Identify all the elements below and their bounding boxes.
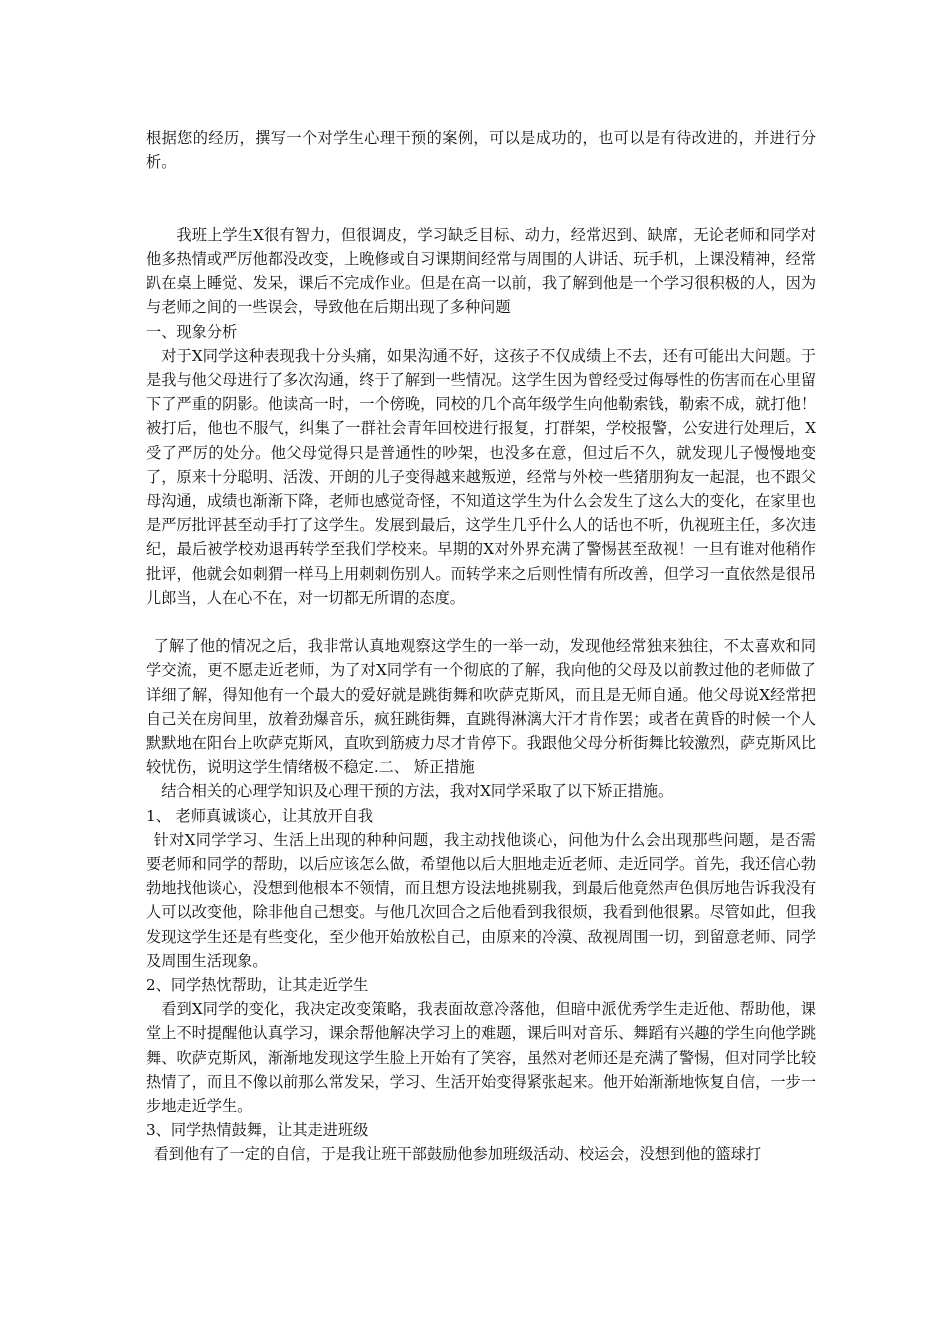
- measures-intro-paragraph: 结合相关的心理学知识及心理干预的方法，我对X同学采取了以下矫正措施。: [161, 782, 674, 801]
- measure-1-body: 针对X同学学习、生活上出现的种种问题，我主动找他谈心，问他为什么会出现那些问题，是否需要老师和同学的帮助，以后应该怎么做，希望他以后大胆地走近老师、走近同学。首先，我还信心勃勃地找他谈心，没想到他根本不领情，而且想方设法地挑剔我，到最后他竟然声色俱厉地告诉我没有人可以改变他，除非他自己想变。与他几次回合之后他看到我很烦，我看到他很累。尽管如此，但我发现这学生还是有些变化，至少他开始放松自己，由原来的冷漠、敌视周围一切，到留意老师、同学及周围生活现象。: [146, 830, 816, 970]
- measure-3-body: 看到他有了一定的自信，于是我让班干部鼓励他参加班级活动、校运会，没想到他的篮球打: [153, 1145, 762, 1164]
- document-body: [146, 126, 816, 1167]
- assignment-prompt: 根据您的经历，撰写一个对学生心理干预的案例，可以是成功的，也可以是有待改进的，并进行分析。: [146, 129, 816, 172]
- intro-paragraph: 我班上学生X很有智力，但很调皮，学习缺乏目标、动力，经常迟到、缺席，无论老师和同学对他多热情或严厉他都没改变，上晚修或自习课期间经常与周围的人讲话、玩手机，上课没精神，经常趴在桌上睡觉、发呆，课后不完成作业。但是在高一以前，我了解到他是一个学习很积极的人，因为与老师之间的一些误会，导致他在后期出现了多种问题: [146, 225, 816, 317]
- analysis-paragraph-1: 对于X同学这种表现我十分头痛，如果沟通不好，这孩子不仅成绩上不去，还有可能出大问题。于是我与他父母进行了多次沟通，终于了解到一些情况。这学生因为曾经受过侮辱性的伤害而在心里留下了严重的阴影。他读高一时，一个傍晚，同校的几个高年级学生向他勒索钱，勒索不成，就打他！被打后，他也不服气，纠集了一群社会青年回校进行报复，打群架，学校报警，公安进行处理后，X受了严厉的处分。他父母觉得只是普通性的吵架，也没多在意，但过后不久，就发现儿子慢慢地变了，原来十分聪明、活泼、开朗的儿子变得越来越叛逆，经常与外校一些猪朋狗友一起混，也不跟父母沟通，成绩也渐渐下降，老师也感觉奇怪，不知道这学生为什么会发生了这么大的变化，在家里也是严厉批评甚至动手打了这学生。发展到最后，这学生几乎什么人的话也不听，仇视班主任，多次违纪，最后被学校劝退再转学至我们学校来。早期的X对外界充满了警惕甚至敌视！一旦有谁对他稍作批评，他就会如刺猬一样马上用刺刺伤别人。而转学来之后则性情有所改善，但学习一直依然是很吊儿郎当，人在心不在，对一切都无所谓的态度。: [146, 346, 816, 607]
- measure-3-heading: 3、同学热情鼓舞，让其走进班级: [146, 1121, 369, 1140]
- blank-line: [146, 174, 816, 198]
- blank-line: [146, 199, 816, 223]
- section-heading-phenomenon: 一、现象分析: [146, 322, 238, 341]
- analysis-paragraph-2: 了解了他的情况之后，我非常认真地观察这学生的一举一动，发现他经常独来独往，不太喜欢和同学交流，更不愿走近老师，为了对X同学有一个彻底的了解，我向他的父母及以前教过他的老师做了详细了解，得知他有一个最大的爱好就是跳街舞和吹萨克斯风，而且是无师自通。他父母说X经常把自己关在房间里，放着劲爆音乐，疯狂跳街舞，直跳得淋漓大汗才肯作罢；或者在黄昏的时候一个人默默地在阳台上吹萨克斯风，直吹到筋疲力尽才肯停下。我跟他父母分析街舞比较激烈，萨克斯风比较忧伤，说明这学生情绪极不稳定.二、 矫正措施: [146, 637, 816, 777]
- measure-2-body: 看到X同学的变化，我决定改变策略，我表面故意冷落他，但暗中派优秀学生走近他、帮助他，课堂上不时提醒他认真学习，课余帮他解决学习上的难题，课后叫对音乐、舞蹈有兴趣的学生向他学跳舞、吹萨克斯风，渐渐地发现这学生脸上开始有了笑容，虽然对老师还是充满了警惕，但对同学比较热情了，而且不像以前那么常发呆，学习、生活开始变得紧张起来。他开始渐渐地恢复自信，一步一步地走近学生。: [146, 1000, 816, 1116]
- measure-2-heading: 2、同学热忱帮助，让其走近学生: [146, 976, 369, 995]
- measure-1-heading: 1、 老师真诚谈心，让其放开自我: [146, 806, 374, 825]
- blank-line: [146, 610, 816, 634]
